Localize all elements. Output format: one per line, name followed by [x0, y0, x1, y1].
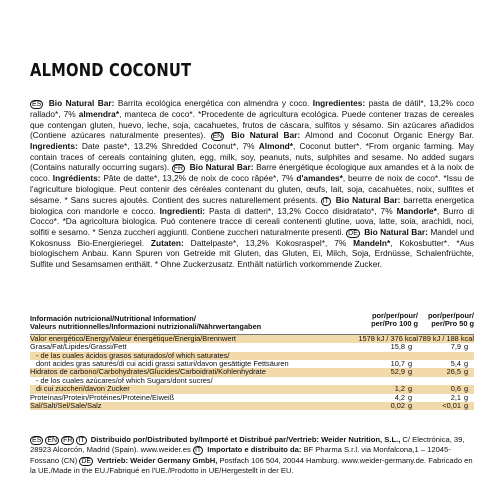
nutrition-header [30, 312, 474, 335]
nutrition-row-label: Valor energético/Energy/Valeur énergétique/Energia/Brennwert [30, 333, 236, 343]
body-text: , beurre de noix de coco*. *Issu de l'agriculture biologique. Peut contenir des céréales contenant du gluten, œufs, lait, soja, cacahuètes, noix, sulfites et sésame. * Sans sucres ajoutés. Contient des sucres naturellement présents. [30, 173, 474, 205]
nutrition-unit: g [408, 384, 413, 394]
body-text: Postfach 106 504, 20044 Hamburg. www.weider-germany.de. Fabricado en la UE./Made in the EU./Fabriqué en l'UE./Prodotto in UE/Hergestellt in der EU. [30, 455, 473, 476]
nutrition-row-label: dont acides gras saturés/di cui acidi grassi saturi/davon gesättigte Fettsäuren [36, 359, 289, 369]
col-50g-line: per/Pro 50 g [431, 319, 474, 329]
language-badge: DE [81, 457, 92, 465]
nutrition-value: <0,01 [442, 401, 461, 411]
language-badge: ES [32, 437, 42, 444]
language-badge: IT [194, 447, 202, 455]
bold-text: Bio Natural Bar: [226, 130, 306, 141]
nutrition-unit: g [464, 367, 469, 377]
body-text: , Kokosbutter*. *Aus biologischem Anbau. Kann Spuren von Getreide mit Gluten, das Gluten, Ei, Milch, Soja, Erdnüsse, Schalenfrüchte, Sulfite und Sesamsamen enthält. * Ohne Zuckerzusatz. Enthält natürlich vorkommende Zucker. [30, 237, 474, 269]
nutrition-value: 2,1 [450, 392, 461, 402]
bold-text: Distribuido por/Distributed by/Importé et Distribué par/Vertrieb: Weider Nutrition, S.L., [88, 435, 401, 444]
bold-text: Zutaten: [150, 237, 191, 248]
nutrition-header-line: Valeurs nutritionnelles/Informazioni nutrizionali/Nährwertangaben [30, 322, 262, 332]
nutrition-value: 0,02 [390, 401, 405, 411]
bold-text: Bio Natural Bar: [187, 162, 257, 173]
nutrition-row-label: di cui zuccheri/davon Zucker [36, 384, 130, 394]
nutrition-col-100g [360, 312, 418, 332]
body-text: , Burro di Cocco*. *Da agricoltura biologica. Può contenere tracce di cereali contenenti glutine, uova, latte, soia, arachidi, noci, solfiti e sesamo. * Senza zuccheri aggiunti. Contiene zuccheri naturalmente presenti. [30, 205, 474, 237]
col-50g-line: por/per/pour/ [428, 311, 474, 320]
body-text: BF Pharma S.r.l. via Monfalcona,1 – 12045- Fossano (CN) [30, 445, 451, 465]
nutrition-header-line: Información nutricional/Nutritional Information/ [30, 314, 196, 323]
value-per-50g [418, 343, 474, 351]
language-badge: DE [348, 229, 358, 237]
body-text: Mandel und Kokosnuss Bio-Energieriegel. [30, 226, 474, 248]
language-badge: IT [322, 197, 329, 205]
nutrition-value: 26,5 [446, 367, 461, 377]
language-badge: EN [212, 133, 223, 141]
nutrition-row-label: Hidratos de carbono/Carbohydrates/Glucides/Carboidrati/Kohlenhydrate [30, 367, 266, 377]
body-text: Dattelpaste*, 13,2% Kokosraspel*, 7% [190, 237, 354, 248]
bold-text: Vertrieb: Weider Germany GmbH, [95, 455, 218, 465]
nutrition-row-label: Proteínas/Protein/Protéines/Proteine/Eiweiß [30, 392, 175, 402]
nutrition-row-label: Sal/Salt/Sel/Sale/Salz [30, 401, 102, 411]
nutrition-value: 1,2 [394, 384, 405, 394]
nutrition-value: 1578 kJ / 376 kcal [358, 333, 418, 343]
nutrition-table [30, 312, 474, 410]
bold-text: Importato e distribuito da: [205, 445, 302, 455]
nutrition-col-50g [418, 312, 474, 332]
nutrition-unit: g [408, 342, 413, 352]
nutrition-row-label: Grasa/Fat/Lipides/Grassi/Fett [30, 342, 127, 352]
product-title: ALMOND COCONUT [30, 60, 192, 81]
nutrition-unit: g [464, 384, 469, 394]
value-per-50g [418, 368, 474, 376]
ingredients-text [30, 98, 474, 270]
nutrition-row-label: - de las cuales ácidos grasos saturados/of which saturates/ [36, 350, 230, 360]
bold-text: Ingredientes: [312, 98, 369, 108]
nutrition-value: 789 kJ / 188 kcal [418, 333, 474, 343]
body-text: , Coconut butter*. *From organic farming. May contain traces of cereals containing gluten, egg, milk, soy, peanuts, nuts, sulphites and sesame. No added sugars (Contains naturally occurring sugars). [30, 141, 474, 173]
bold-text: Almond* [258, 141, 294, 152]
body-text: , manteca de coco*. *Procedente de agricultura ecológica. Puede contener trazas de cereales que contengan gluten, huevo, leche, soja, cacahuetes, frutos de cáscara, sulfitos y sésamo. Sin azúcares añadidos (Contiene azúcares naturalmente presentes). [30, 109, 474, 141]
col-100g-line: por/per/pour/ [372, 311, 418, 320]
bold-text: Ingredients: [30, 141, 82, 152]
bold-text: almendra* [78, 109, 120, 119]
nutrition-unit: g [464, 342, 469, 352]
nutrition-value: 52,9 [390, 367, 405, 377]
body-text: Almond and Coconut Organic Energy Bar. [305, 130, 475, 141]
nutrition-row [30, 402, 474, 410]
nutrition-value: 0,6 [450, 384, 461, 394]
language-badge: FR [173, 165, 184, 173]
body-text: Barre énergétique écologique aux amandes et à la noix de coco. [30, 162, 474, 184]
nutrition-row-label: - de los cuales azúcares/of which Sugars/dont sucres/ [36, 375, 213, 385]
bold-text: Ingredienti: [159, 205, 209, 216]
value-per-50g [418, 402, 474, 410]
bold-text: d'amandes* [296, 173, 343, 184]
value-per-100g [360, 402, 418, 410]
nutrition-unit: g [464, 401, 469, 411]
nutrition-unit: g [464, 392, 469, 402]
nutrition-header-label [30, 312, 360, 332]
nutrition-value: 7,9 [450, 342, 461, 352]
nutrition-rows [30, 335, 474, 411]
col-100g-line: per/Pro 100 g [371, 319, 418, 329]
nutrition-value: 15,8 [390, 342, 405, 352]
nutrition-unit: g [408, 359, 413, 369]
bold-text: Ingrédients: [52, 173, 104, 184]
bold-text: Bio Natural Bar: [45, 98, 118, 108]
value-per-100g [360, 368, 418, 376]
bold-text: Mandorle* [396, 205, 437, 216]
language-badge: FR [63, 437, 73, 444]
nutrition-unit: g [464, 359, 469, 369]
distribution-text [30, 435, 474, 477]
language-badge: EN [47, 437, 58, 444]
nutrition-unit: g [408, 367, 413, 377]
nutrition-value: 5,4 [450, 359, 461, 369]
bold-text: Mandeln* [353, 237, 391, 248]
nutrition-unit: g [408, 401, 413, 411]
body-text: barretta energetica biologica con mandorle e cocco. [30, 194, 474, 216]
bold-text: Bio Natural Bar: [361, 226, 431, 237]
body-text: Pâte de datte*, 13,2% de noix de coco râpée*, 7% [103, 173, 297, 184]
value-per-100g [360, 343, 418, 351]
language-badge: IT [78, 437, 85, 444]
nutrition-value: 10,7 [390, 359, 405, 369]
body-text: pasta de dátil*, 13,2% coco rallado*, 7% [30, 98, 475, 119]
body-text: Pasta di datteri*, 13,2% Cocco disidratato*, 7% [208, 205, 397, 216]
bold-text: Bio Natural Bar: [332, 194, 404, 205]
language-badge: ES [32, 101, 42, 108]
body-text: Barrita ecológica energética con almendra y coco. [117, 98, 313, 108]
nutrition-value: 4,2 [394, 392, 405, 402]
nutrition-unit: g [408, 392, 413, 402]
body-text: Date paste*, 13.2% Shredded Coconut*, 7% [81, 141, 259, 152]
body-text: C/ Electrónica, 39, 28923 Alcorcón, Madrid (Spain). www.weider.es [30, 435, 465, 455]
